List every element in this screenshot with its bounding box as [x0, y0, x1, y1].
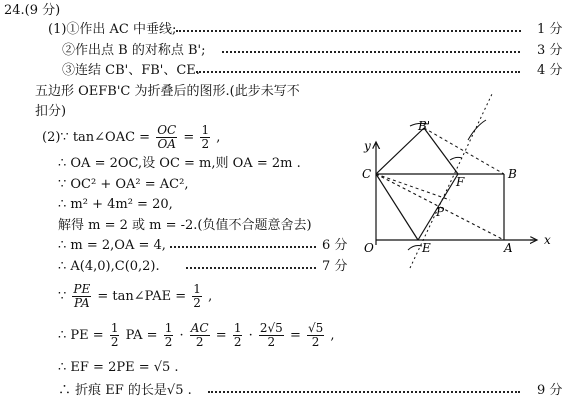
segment-CP	[376, 174, 450, 200]
fraction	[259, 322, 284, 349]
part1-step1: (1)①作出 AC 中垂线;	[48, 22, 177, 37]
text-segment: ∵	[58, 289, 67, 304]
label-Bprime: B'	[418, 119, 431, 133]
part1-step3: ③连结 CB'、FB'、CE.	[62, 63, 200, 78]
text-segment: (2)∵ tan∠OAC =	[42, 130, 151, 145]
score-7: 7 分	[322, 259, 348, 274]
label-E: E	[422, 241, 431, 255]
leader-dots	[186, 267, 316, 269]
numerator: 1	[233, 321, 242, 335]
fraction	[72, 283, 91, 310]
part2-line10: ∴ EF = 2PE = √5 .	[58, 360, 179, 375]
text-segment: ,	[216, 130, 221, 145]
denominator: 2	[311, 335, 320, 349]
numerator: 1	[201, 123, 210, 137]
leader-dots	[176, 30, 521, 32]
part1-note-cont: 扣分)	[35, 104, 67, 119]
part2-line9	[58, 322, 335, 349]
numerator: √5	[307, 321, 324, 335]
label-A: A	[504, 241, 513, 255]
numerator: PE	[73, 282, 91, 296]
part2-line3: ∵ OC² + OA² = AC²,	[58, 177, 189, 192]
text-segment: =	[289, 328, 301, 343]
fraction	[156, 124, 177, 151]
denominator: 2	[110, 335, 119, 349]
denominator: OA	[157, 137, 176, 151]
numerator: AC	[190, 321, 209, 335]
part1-step2: ②作出点 B 的对称点 B';	[62, 43, 206, 58]
denominator: PA	[74, 296, 90, 310]
text-segment: = tan∠PAE =	[97, 289, 187, 304]
numerator: 1	[164, 321, 173, 335]
text-segment: ,	[208, 289, 213, 304]
leader-dots	[170, 246, 316, 248]
segment-BpF	[424, 128, 458, 174]
fraction	[190, 322, 210, 349]
text-segment: PA =	[125, 328, 158, 343]
denominator: 2	[164, 335, 173, 349]
numerator: OC	[157, 123, 177, 137]
leader-dots	[196, 71, 520, 73]
numerator: 1	[110, 321, 119, 335]
denominator: 2	[201, 137, 210, 151]
fraction	[110, 322, 120, 349]
part2-line6: ∴ m = 2,OA = 4,	[58, 238, 166, 253]
denominator: 2	[195, 335, 204, 349]
label-P: P	[436, 205, 445, 219]
label-F: F	[456, 175, 465, 189]
score-2: 3 分	[537, 43, 563, 58]
part2-line4: ∴ m² + 4m² = 20,	[58, 197, 173, 212]
score-9: 9 分	[537, 383, 563, 398]
part2-line11: ∴ 折痕 EF 的长是√5 .	[58, 383, 192, 398]
construction-arc	[450, 157, 462, 160]
text-segment: ·	[248, 328, 253, 343]
fraction	[164, 322, 174, 349]
text-segment: =	[215, 328, 227, 343]
fraction	[233, 322, 243, 349]
text-segment: ∴ PE =	[58, 328, 104, 343]
numerator: 1	[193, 282, 201, 296]
problem-number: 24.(9 分)	[4, 3, 61, 18]
geometry-figure	[340, 90, 570, 270]
label-C: C	[362, 167, 372, 181]
numerator: 2√5	[259, 321, 283, 335]
part2-line8	[58, 283, 212, 310]
construction-arc	[408, 246, 422, 251]
score-1: 1 分	[537, 22, 563, 37]
construction-arc	[468, 120, 486, 140]
segment-CE	[376, 174, 418, 240]
score-3: 4 分	[537, 63, 563, 78]
score-6: 6 分	[322, 238, 348, 253]
part2-line1	[42, 124, 220, 151]
fraction	[200, 124, 210, 151]
part2-line2: ∴ OA = 2OC,设 OC = m,则 OA = 2m .	[58, 156, 301, 171]
part2-line5: 解得 m = 2 或 m = -2.(负值不合题意舍去)	[58, 218, 312, 233]
part1-note: 五边形 OEFB'C 为折叠后的图形.(此步未写不	[35, 84, 300, 99]
label-O: O	[364, 241, 374, 255]
label-B: B	[508, 167, 517, 181]
text-segment: ·	[179, 328, 184, 343]
leader-dots	[222, 51, 520, 53]
segment-BpB	[424, 128, 504, 174]
label-x: x	[544, 233, 551, 247]
fraction	[307, 322, 324, 349]
denominator: 2	[267, 335, 276, 349]
denominator: 2	[233, 335, 242, 349]
leader-dots	[208, 391, 520, 393]
segment-CBp	[376, 128, 424, 174]
denominator: 2	[193, 296, 201, 310]
text-segment: ,	[330, 328, 335, 343]
part2-line7: ∴ A(4,0),C(0,2).	[58, 259, 160, 274]
text-segment: =	[183, 130, 195, 145]
fraction	[192, 283, 202, 310]
label-y: y	[364, 139, 371, 153]
